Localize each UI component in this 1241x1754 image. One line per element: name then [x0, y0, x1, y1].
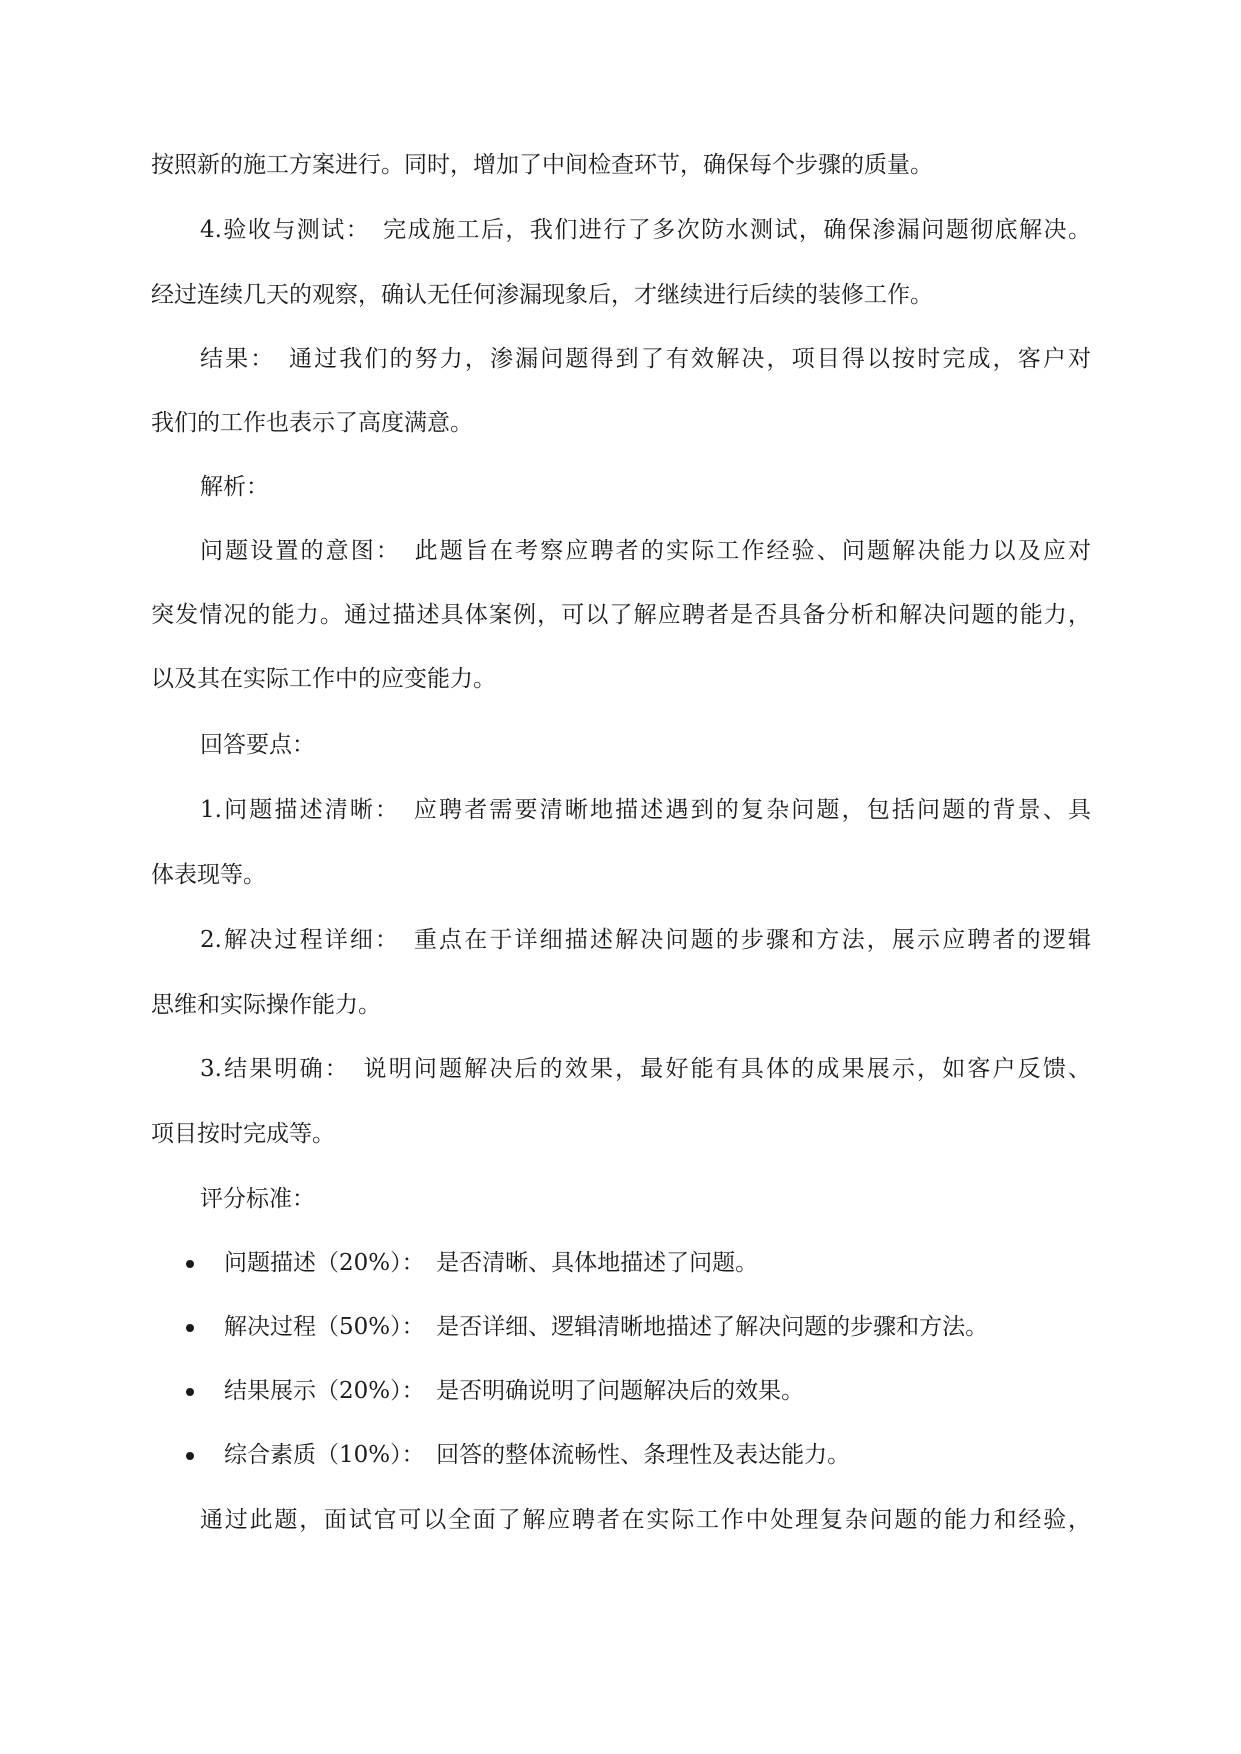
paragraph-line: 1.问题描述清晰： 应聘者需要清晰地描述遇到的复杂问题，包括问题的背景、具 — [200, 797, 1091, 823]
list-item-text: 综合素质（10%）： 回答的整体流畅性、条理性及表达能力。 — [224, 1442, 851, 1468]
list-item-text: 问题描述（20%）： 是否清晰、具体地描述了问题。 — [224, 1250, 759, 1276]
paragraph-line: 通过此题，面试官可以全面了解应聘者在实际工作中处理复杂问题的能力和经验， — [200, 1507, 1091, 1533]
section-heading: 评分标准： — [200, 1186, 315, 1212]
paragraph-line: 3.结果明确： 说明问题解决后的效果，最好能有具体的成果展示，如客户反馈、 — [200, 1056, 1091, 1082]
paragraph-line: 以及其在实际工作中的应变能力。 — [151, 666, 496, 692]
list-item-text: 解决过程（50%）： 是否详细、逻辑清晰地描述了解决问题的步骤和方法。 — [224, 1314, 989, 1340]
paragraph-line: 我们的工作也表示了高度满意。 — [151, 410, 473, 436]
section-heading: 回答要点： — [200, 732, 315, 758]
bullet-icon — [186, 1388, 194, 1396]
paragraph-line: 结果： 通过我们的努力，渗漏问题得到了有效解决，项目得以按时完成，客户对 — [200, 346, 1091, 372]
list-item-text: 结果展示（20%）： 是否明确说明了问题解决后的效果。 — [224, 1378, 805, 1404]
bullet-icon — [186, 1452, 194, 1460]
paragraph-line: 4.验收与测试： 完成施工后，我们进行了多次防水测试，确保渗漏问题彻底解决。 — [200, 217, 1091, 243]
bullet-icon — [186, 1260, 194, 1268]
paragraph-line: 思维和实际操作能力。 — [151, 992, 381, 1018]
paragraph-line: 问题设置的意图： 此题旨在考察应聘者的实际工作经验、问题解决能力以及应对 — [200, 538, 1091, 564]
bullet-icon — [186, 1324, 194, 1332]
paragraph-line: 体表现等。 — [151, 862, 266, 888]
paragraph-line: 经过连续几天的观察，确认无任何渗漏现象后，才继续进行后续的装修工作。 — [151, 282, 933, 308]
section-heading: 解析： — [200, 474, 269, 500]
paragraph-line: 2.解决过程详细： 重点在于详细描述解决问题的步骤和方法，展示应聘者的逻辑 — [200, 927, 1091, 953]
paragraph-line: 项目按时完成等。 — [151, 1121, 335, 1147]
paragraph-line: 按照新的施工方案进行。同时，增加了中间检查环节，确保每个步骤的质量。 — [151, 152, 933, 178]
paragraph-line: 突发情况的能力。通过描述具体案例，可以了解应聘者是否具备分析和解决问题的能力， — [151, 602, 1091, 628]
